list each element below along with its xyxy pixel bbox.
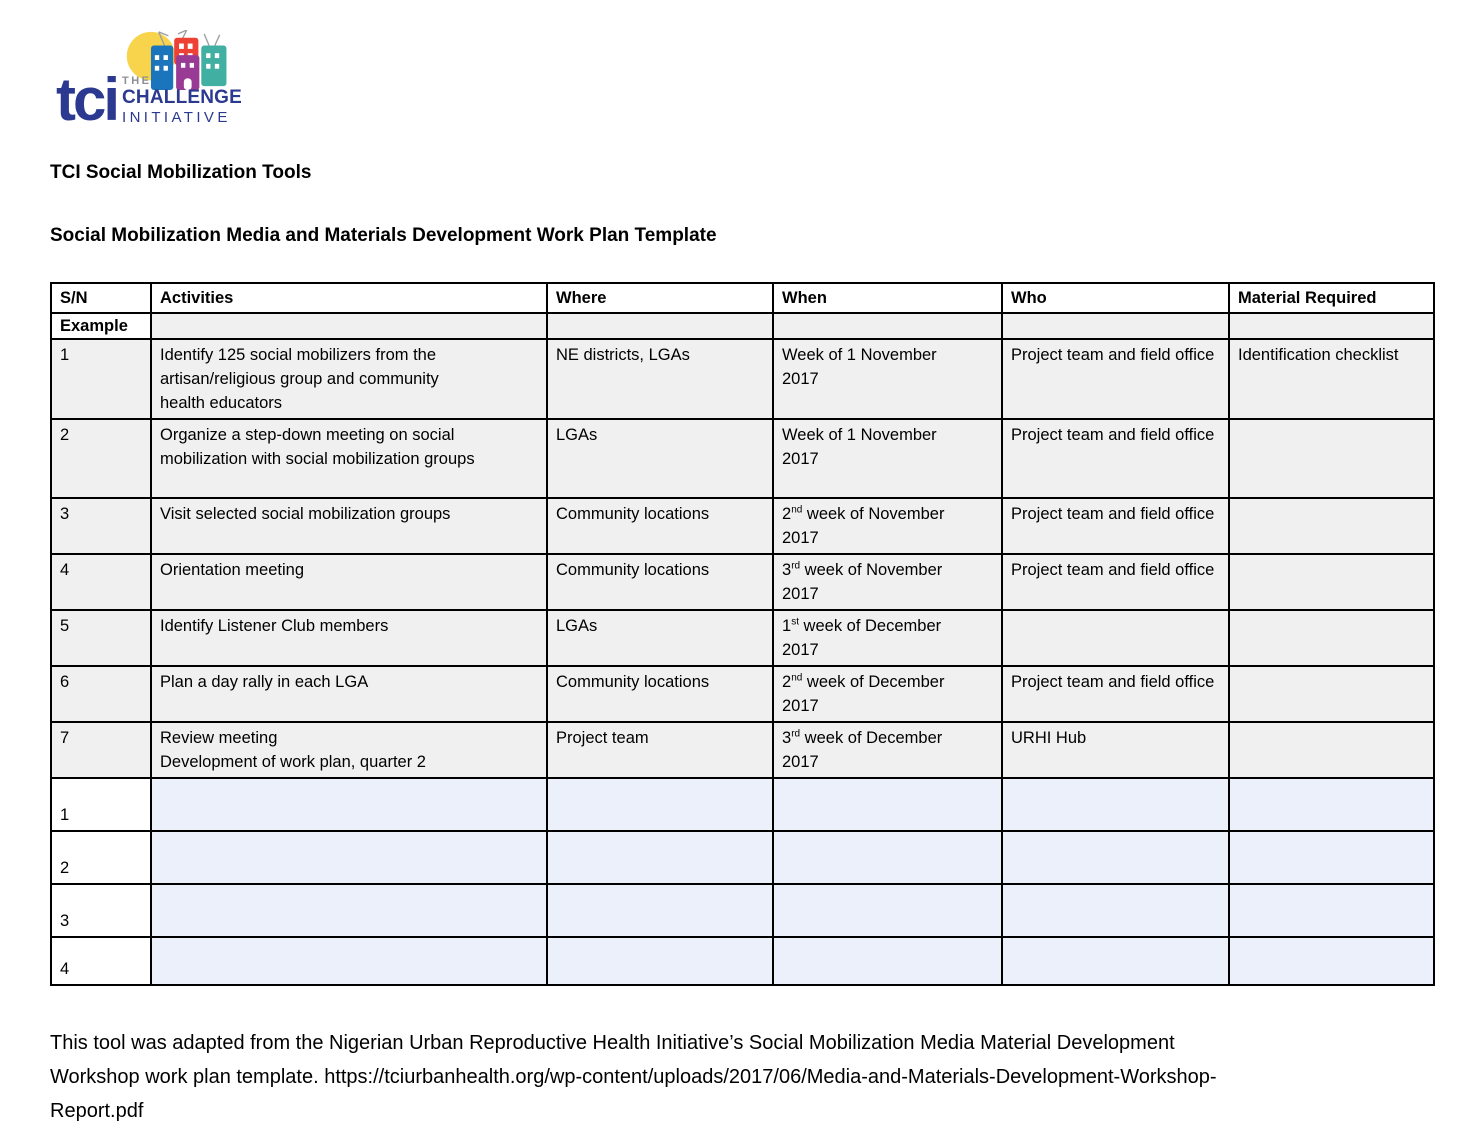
- cell-material: [1229, 722, 1434, 778]
- workplan-table-body: [51, 313, 1434, 985]
- cell-when: 3rd week of November 2017: [773, 554, 1002, 610]
- cell-when: 3rd week of December 2017: [773, 722, 1002, 778]
- cell-where: [547, 831, 773, 884]
- workplan-table: [50, 282, 1435, 986]
- cell-who: [1002, 610, 1229, 666]
- cell-where: Community locations: [547, 554, 773, 610]
- cell-where: LGAs: [547, 419, 773, 498]
- cell-sn: 6: [51, 666, 151, 722]
- cell-where: NE districts, LGAs: [547, 339, 773, 419]
- col-header-when: When: [773, 283, 1002, 313]
- cell-activities: Plan a day rally in each LGA: [151, 666, 547, 722]
- cell-sn: 1: [51, 778, 151, 831]
- cell-where: [547, 937, 773, 985]
- cell-material: [1229, 884, 1434, 937]
- col-header-material: Material Required: [1229, 283, 1434, 313]
- example-material-cell: [1229, 313, 1434, 339]
- example-where-cell: [547, 313, 773, 339]
- example-who-cell: [1002, 313, 1229, 339]
- table-row: [51, 666, 1434, 722]
- cell-activities: Identify 125 social mobilizers from the artisan/religious group and community health educators: [151, 339, 547, 419]
- empty-row: [51, 937, 1434, 985]
- cell-when: [773, 937, 1002, 985]
- cell-activities: [151, 831, 547, 884]
- cell-where: LGAs: [547, 610, 773, 666]
- cell-material: [1229, 937, 1434, 985]
- example-when-cell: [773, 313, 1002, 339]
- cell-material: [1229, 498, 1434, 554]
- cell-when: Week of 1 November 2017: [773, 419, 1002, 498]
- cell-when: [773, 884, 1002, 937]
- cell-who: [1002, 831, 1229, 884]
- cell-activities: Review meeting Development of work plan, quarter 2: [151, 722, 547, 778]
- logo-the-text: THE: [122, 75, 152, 87]
- page-subtitle: Social Mobilization Media and Materials Development Work Plan Template: [50, 225, 717, 246]
- table-row: [51, 554, 1434, 610]
- table-header-row: [51, 283, 1434, 313]
- example-row: [51, 313, 1434, 339]
- col-header-activities: Activities: [151, 283, 547, 313]
- cell-material: [1229, 554, 1434, 610]
- cell-where: [547, 778, 773, 831]
- empty-row: [51, 884, 1434, 937]
- empty-row: [51, 778, 1434, 831]
- cell-material: [1229, 778, 1434, 831]
- table-row: [51, 610, 1434, 666]
- cell-sn: 1: [51, 339, 151, 419]
- cell-when: Week of 1 November 2017: [773, 339, 1002, 419]
- table-row: [51, 419, 1434, 498]
- cell-sn: 4: [51, 554, 151, 610]
- cell-material: Identification checklist: [1229, 339, 1434, 419]
- cell-material: [1229, 419, 1434, 498]
- table-row: [51, 722, 1434, 778]
- cell-who: Project team and field office: [1002, 498, 1229, 554]
- col-header-who: Who: [1002, 283, 1229, 313]
- cell-who: Project team and field office: [1002, 339, 1229, 419]
- cell-who: [1002, 778, 1229, 831]
- cell-material: [1229, 831, 1434, 884]
- empty-row: [51, 831, 1434, 884]
- cell-material: [1229, 666, 1434, 722]
- cell-sn: 5: [51, 610, 151, 666]
- cell-activities: Identify Listener Club members: [151, 610, 547, 666]
- example-label: Example: [51, 313, 151, 339]
- col-header-where: Where: [547, 283, 773, 313]
- cell-who: Project team and field office: [1002, 419, 1229, 498]
- document-page: [0, 30, 1458, 1128]
- page-title: TCI Social Mobilization Tools: [50, 162, 312, 183]
- cell-who: [1002, 884, 1229, 937]
- cell-where: Community locations: [547, 498, 773, 554]
- cell-when: 2nd week of November 2017: [773, 498, 1002, 554]
- cell-where: [547, 884, 773, 937]
- cell-when: [773, 778, 1002, 831]
- cell-who: [1002, 937, 1229, 985]
- cell-who: URHI Hub: [1002, 722, 1229, 778]
- tci-logo: [56, 30, 296, 133]
- cell-who: Project team and field office: [1002, 554, 1229, 610]
- cell-sn: 7: [51, 722, 151, 778]
- cell-who: Project team and field office: [1002, 666, 1229, 722]
- cell-sn: 3: [51, 884, 151, 937]
- cell-where: Project team: [547, 722, 773, 778]
- example-activities-cell: [151, 313, 547, 339]
- table-row: [51, 339, 1434, 419]
- cell-activities: Organize a step-down meeting on social mobilization with social mobilization groups: [151, 419, 547, 498]
- table-row: [51, 498, 1434, 554]
- cell-material: [1229, 610, 1434, 666]
- cell-activities: [151, 937, 547, 985]
- cell-activities: Orientation meeting: [151, 554, 547, 610]
- cell-sn: 2: [51, 419, 151, 498]
- cell-sn: 4: [51, 937, 151, 985]
- source-note: This tool was adapted from the Nigerian Urban Reproductive Health Initiative’s Social Mobilization Media Material Development Workshop work plan template. https://tciurbanhealth.org/wp-content/uploads/2017/06/Media-and-Materials-Development-Workshop-Report.pdf: [50, 1032, 1217, 1122]
- cell-when: 2nd week of December 2017: [773, 666, 1002, 722]
- logo-wordmark: [122, 75, 242, 126]
- cell-where: Community locations: [547, 666, 773, 722]
- cell-when: 1st week of December 2017: [773, 610, 1002, 666]
- logo-challenge-text: CHALLENGE: [122, 87, 243, 108]
- cell-activities: Visit selected social mobilization groups: [151, 498, 547, 554]
- cell-sn: 2: [51, 831, 151, 884]
- cell-when: [773, 831, 1002, 884]
- logo-initiative-text: INITIATIVE: [122, 109, 231, 126]
- cell-sn: 3: [51, 498, 151, 554]
- cell-activities: [151, 884, 547, 937]
- col-header-sn: S/N: [51, 283, 151, 313]
- cell-activities: [151, 778, 547, 831]
- logo-brand-text: tci: [56, 66, 118, 133]
